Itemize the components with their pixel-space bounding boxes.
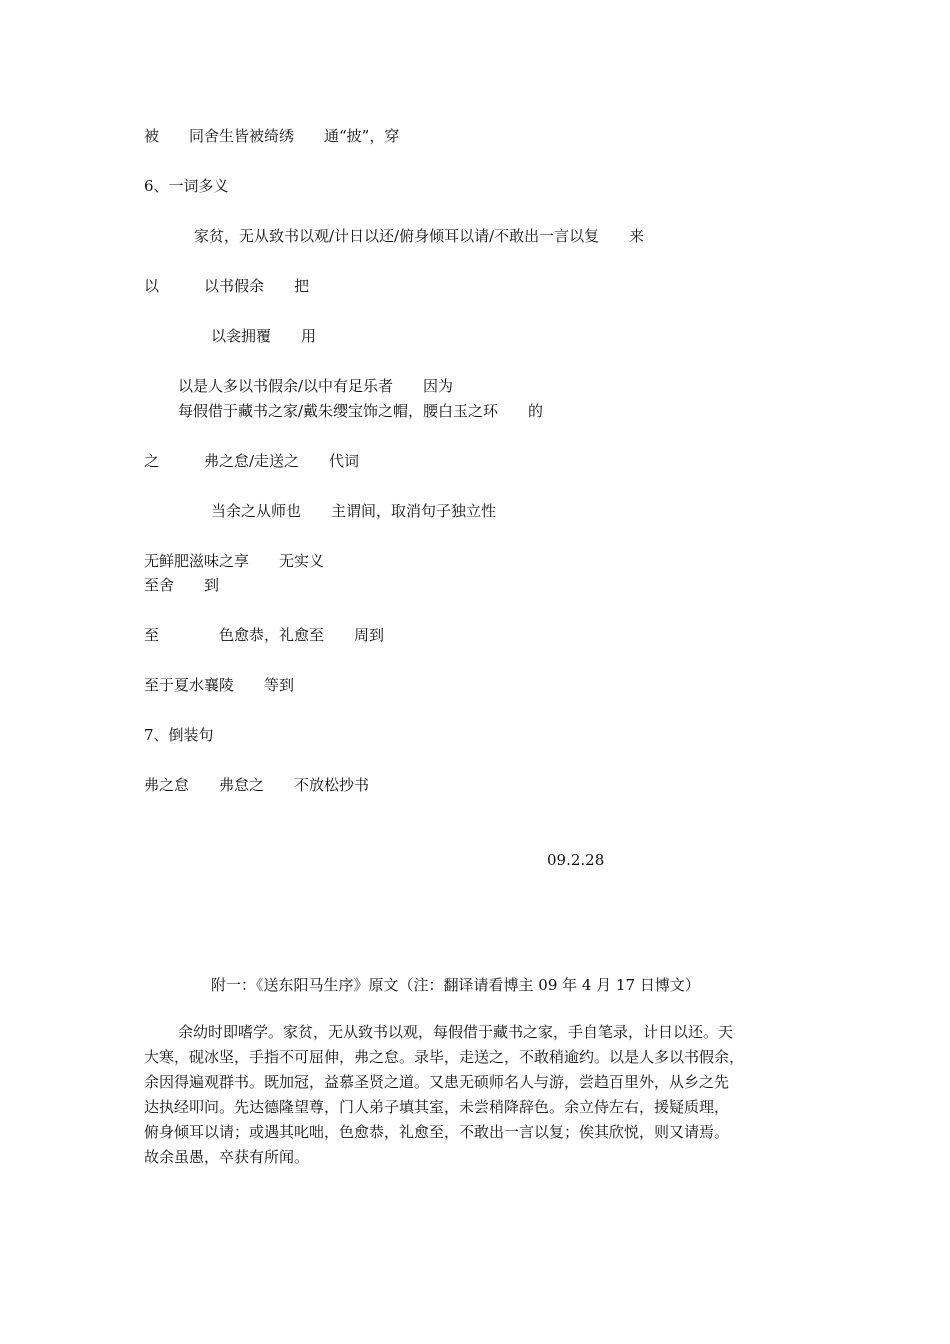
line-yi-lai: 家贫，无从致书以观/计日以还/俯身倾耳以请/不敢出一言以复 来 (194, 227, 645, 245)
line-zhi-dao: 至舍 到 (144, 576, 220, 594)
line-inversion-example: 弗之怠 弗怠之 不放松抄书 (144, 776, 370, 794)
line-pi-tongjia: 被 同舍生皆被绮绣 通“披”，穿 (144, 127, 400, 145)
paragraph-line: 故余虽愚，卒获有所闻。 (144, 1148, 310, 1166)
line-zhi-wushiyi: 无鲜肥滋味之享 无实义 (144, 552, 325, 570)
date-stamp: 09.2.28 (547, 851, 605, 869)
line-zhi-dengdao: 至于夏水襄陵 等到 (144, 676, 295, 694)
paragraph-line: 达执经叩问。先达德隆望尊，门人弟子填其室，未尝稍降辞色。余立侍左右，援疑质理， (144, 1098, 730, 1116)
paragraph-line: 俯身倾耳以请；或遇其叱咄，色愈恭，礼愈至，不敢出一言以复；俟其欣悦，则又请焉。 (144, 1123, 730, 1141)
line-zhi-de: 每假借于藏书之家/戴朱缨宝饰之帽，腰白玉之环 的 (178, 402, 544, 420)
appendix-paragraph (144, 1020, 804, 1170)
line-zhi-zhuwei: 当余之从师也 主谓间，取消句子独立性 (211, 502, 497, 520)
paragraph-line: 余因得遍观群书。既加冠，益慕圣贤之道。又患无硕师名人与游，尝趋百里外，从乡之先 (144, 1073, 730, 1091)
line-yi-yong: 以衾拥覆 用 (211, 327, 317, 345)
line-yi-ba: 以 以书假余 把 (144, 277, 310, 295)
line-zhi-zhoudao: 至 色愈恭，礼愈至 周到 (144, 626, 385, 644)
paragraph-line: 大寒，砚冰坚，手指不可屈伸，弗之怠。录毕，走送之，不敢稍逾约。以是人多以书假余， (144, 1048, 745, 1066)
appendix-title: 附一：《送东阳马生序》原文（注：翻译请看博主 09 年 4 月 17 日博文） (211, 976, 700, 994)
heading-polysemy: 6、一词多义 (144, 177, 229, 195)
line-zhi-daici: 之 弗之怠/走送之 代词 (144, 452, 360, 470)
paragraph-line: 余幼时即嗜学。家贫，无从致书以观，每假借于藏书之家，手自笔录，计日以还。天 (178, 1023, 734, 1041)
heading-inversion: 7、倒装句 (144, 726, 214, 744)
line-yi-yinwei: 以是人多以书假余/以中有足乐者 因为 (178, 377, 454, 395)
